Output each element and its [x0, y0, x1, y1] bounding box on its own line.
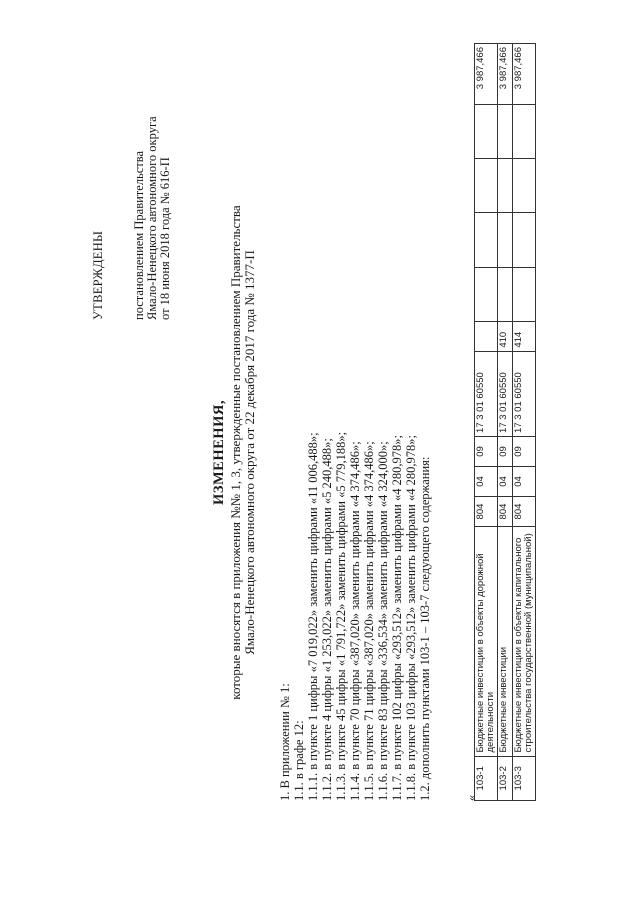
row-subsection-code: 09 [475, 436, 498, 466]
row-value: 3 987,466 [497, 44, 512, 105]
list-item: 1.1.6. в пункте 83 цифры «336,534» заменить цифрами «4 324,000»; [376, 441, 390, 801]
list-item: 1.2. дополнить пунктами 103-1 – 103-7 следующего содержания: [418, 456, 432, 801]
approval-line-2: Ямало-Ненецкого автономного округа [145, 116, 160, 320]
row-value: 3 987,466 [475, 44, 498, 105]
row-expense-type: 414 [512, 321, 535, 351]
approval-line-1: постановлением Правительства [132, 150, 147, 320]
row-section-code: 04 [475, 466, 498, 496]
row-name: Бюджетные инвестиции [497, 527, 512, 757]
list-item: 1. В приложении № 1: [278, 683, 292, 801]
document-title-block [212, 0, 257, 905]
row-number: 103-3 [512, 756, 535, 800]
list-item: 1.1.2. в пункте 4 цифры «1 253,022» заменить цифрами «5 240,488»; [320, 438, 334, 801]
table-row [497, 44, 512, 801]
document-title: ИЗМЕНЕНИЯ, [211, 400, 227, 505]
list-item: 1.1.1. в пункте 1 цифры «7 019,022» заменить цифрами «11 006,488»; [306, 432, 320, 801]
list-item: 1.1. в графе 12: [292, 720, 306, 801]
row-ministry-code: 804 [475, 497, 498, 527]
row-target-code: 17 3 01 60550 [475, 351, 498, 436]
row-number: 103-2 [497, 756, 512, 800]
empty-cell [512, 213, 535, 267]
budget-table [474, 43, 536, 801]
row-ministry-code: 804 [512, 497, 535, 527]
row-expense-type: 410 [497, 321, 512, 351]
document-subtitle-1: которые вносятся в приложения №№ 1, 3, утвержденные постановлением Правительства [228, 205, 244, 700]
amendment-list [279, 41, 433, 801]
row-name: Бюджетные инвестиции в объекты капитального строительства государственной (муниципальной) [512, 527, 535, 757]
row-value: 3 987,466 [512, 44, 535, 105]
empty-cell [475, 159, 498, 213]
row-subsection-code: 09 [512, 436, 535, 466]
list-item: 1.1.5. в пункте 71 цифры «387,020» заменить цифрами «4 374,486»; [362, 441, 376, 801]
table-row [475, 44, 498, 801]
empty-cell [475, 105, 498, 159]
table-row [512, 44, 535, 801]
row-expense-type [475, 321, 498, 351]
empty-cell [497, 267, 512, 321]
row-number: 103-1 [475, 756, 498, 800]
approval-stamp [92, 20, 173, 320]
empty-cell [475, 213, 498, 267]
list-item: 1.1.8. в пункте 103 цифры «293,512» заменить цифрами «4 280,978»; [404, 435, 418, 801]
row-section-code: 04 [512, 466, 535, 496]
approval-line-3: от 18 июня 2018 года № 616-П [158, 157, 173, 320]
empty-cell [497, 105, 512, 159]
opening-quote-mark: « [464, 795, 478, 801]
row-target-code: 17 3 01 60550 [497, 351, 512, 436]
row-ministry-code: 804 [497, 497, 512, 527]
row-section-code: 04 [497, 466, 512, 496]
empty-cell [512, 159, 535, 213]
list-item: 1.1.3. в пункте 45 цифры «1 791,722» заменить цифрами «5 779,188»; [334, 431, 348, 801]
empty-cell [475, 267, 498, 321]
list-item: 1.1.4. в пункте 70 цифры «387,020» заменить цифрами «4 374,486»; [348, 441, 362, 801]
row-subsection-code: 09 [497, 436, 512, 466]
document-subtitle-2: Ямало-Ненецкого автономного округа от 22 декабря 2017 года № 1377-П [241, 250, 257, 655]
empty-cell [497, 213, 512, 267]
empty-cell [512, 105, 535, 159]
empty-cell [512, 267, 535, 321]
row-name: Бюджетные инвестиции в объекты дорожной деятельности [475, 527, 498, 757]
list-item: 1.1.7. в пункте 102 цифры «293,512» заменить цифрами «4 280,978»; [390, 435, 404, 801]
row-target-code: 17 3 01 60550 [512, 351, 535, 436]
empty-cell [497, 159, 512, 213]
approval-heading: УТВЕРЖДЕНЫ [91, 230, 105, 320]
